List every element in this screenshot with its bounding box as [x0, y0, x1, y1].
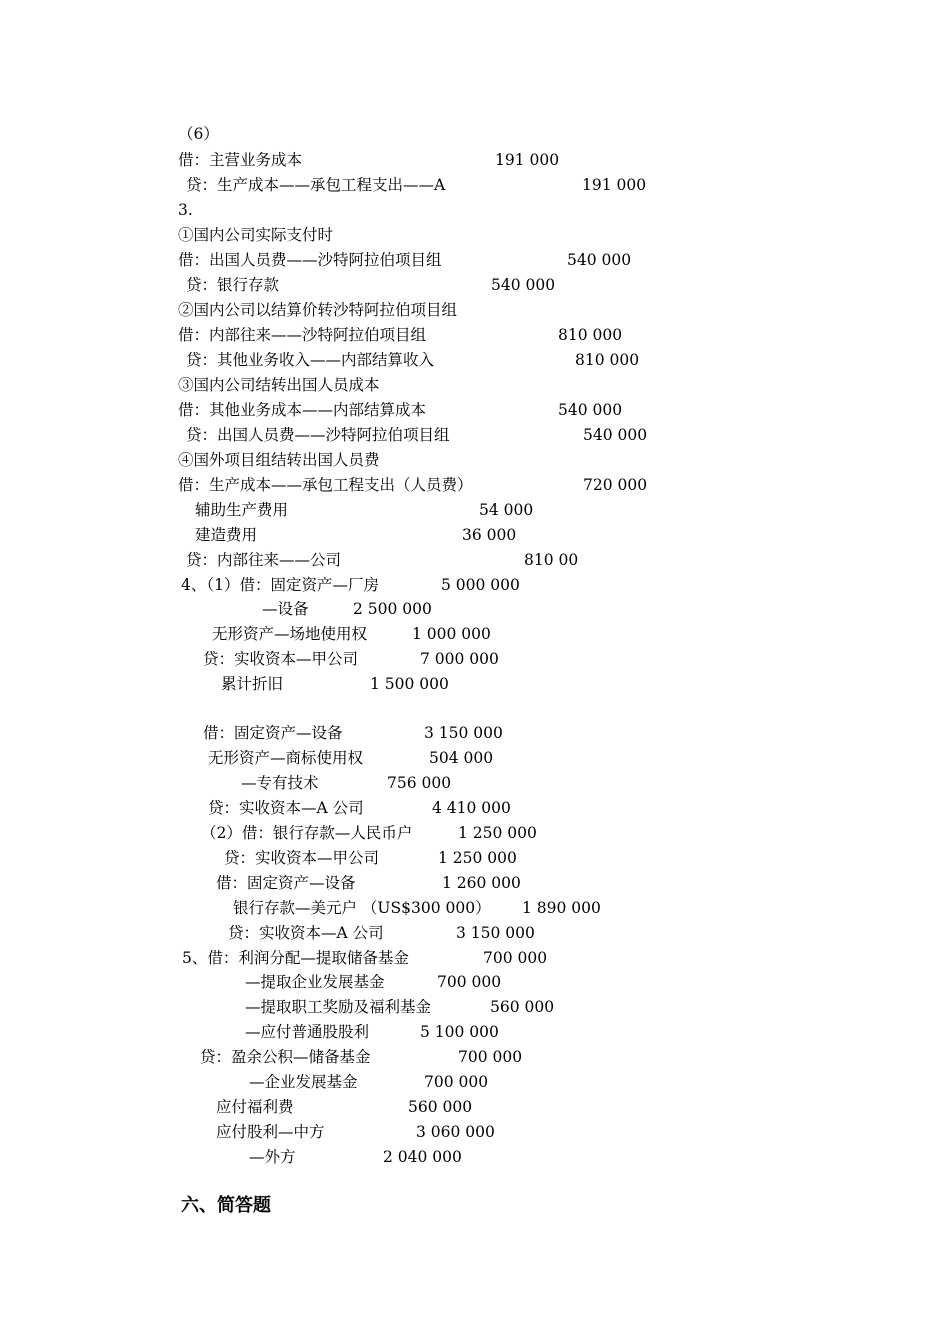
entry-amount: 4 410 000 — [432, 799, 511, 817]
entry-amount: 810 000 — [558, 326, 623, 344]
entry-amount: 756 000 — [387, 774, 452, 792]
entry-line: 累计折旧 — [221, 675, 284, 693]
entry-line: 银行存款—美元户 （US$300 000） — [233, 899, 491, 917]
entry-line: （2）借：银行存款—人民币户 — [201, 824, 413, 842]
entry-line: 借：生产成本——承包工程支出（人员费） — [178, 476, 473, 494]
entry-amount: 540 000 — [583, 426, 648, 444]
entry-line: —提取企业发展基金 — [245, 973, 385, 991]
entry-line: 贷：实收资本—A 公司 — [228, 924, 384, 942]
entry-line: ④国外项目组结转出国人员费 — [178, 451, 380, 469]
entry-amount: 540 000 — [491, 276, 556, 294]
entry-amount: 700 000 — [437, 973, 502, 991]
entry-amount: 5 100 000 — [420, 1023, 499, 1041]
entry-line: 贷：其他业务收入——内部结算收入 — [186, 351, 435, 369]
entry-line: 贷：实收资本—甲公司 — [203, 650, 359, 668]
entry-amount: 1 250 000 — [458, 824, 537, 842]
entry-amount: 191 000 — [582, 176, 647, 194]
entry-line: 贷：盈余公积—储备基金 — [200, 1048, 371, 1066]
entry-line: 贷：生产成本——承包工程支出——A — [186, 176, 446, 194]
entry-line: —专有技术 — [241, 774, 319, 792]
entry-line: —企业发展基金 — [249, 1073, 358, 1091]
entry-amount: 1 000 000 — [412, 625, 491, 643]
section-heading: 六、简答题 — [181, 1195, 271, 1216]
entry-amount: 504 000 — [429, 749, 494, 767]
entry-line: 借：固定资产—设备 — [216, 874, 356, 892]
entry-line: 借：主营业务成本 — [178, 151, 303, 169]
entry-line: 借：内部往来——沙特阿拉伯项目组 — [178, 326, 427, 344]
entry-line: 贷：出国人员费——沙特阿拉伯项目组 — [186, 426, 450, 444]
entry-amount: 1 890 000 — [522, 899, 601, 917]
entry-amount: 36 000 — [462, 526, 517, 544]
entry-amount: 1 250 000 — [438, 849, 517, 867]
entry-amount: 700 000 — [424, 1073, 489, 1091]
entry-line: —外方 — [249, 1148, 296, 1166]
entry-line: ①国内公司实际支付时 — [178, 226, 334, 244]
entry-line: 辅助生产费用 — [195, 501, 289, 519]
entry-line: 贷：内部往来——公司 — [186, 551, 342, 569]
entry-line: 无形资产—商标使用权 — [208, 749, 364, 767]
entry-line: —提取职工奖励及福利基金 — [245, 998, 432, 1016]
entry-line: 借：出国人员费——沙特阿拉伯项目组 — [178, 251, 442, 269]
entry-line: 3. — [178, 201, 193, 219]
entry-amount: 54 000 — [479, 501, 534, 519]
entry-line: 应付股利—中方 — [216, 1123, 325, 1141]
entry-amount: 540 000 — [558, 401, 623, 419]
entry-amount: 700 000 — [483, 949, 548, 967]
entry-line: 建造费用 — [195, 526, 258, 544]
entry-amount: 720 000 — [583, 476, 648, 494]
entry-line: 无形资产—场地使用权 — [212, 625, 368, 643]
entry-line: 应付福利费 — [216, 1098, 294, 1116]
entry-amount: 2 040 000 — [383, 1148, 462, 1166]
entry-amount: 1 500 000 — [370, 675, 449, 693]
entry-amount: 3 060 000 — [416, 1123, 495, 1141]
entry-amount: 560 000 — [490, 998, 555, 1016]
entry-line: ②国内公司以结算价转沙特阿拉伯项目组 — [178, 301, 458, 319]
entry-line: 贷：银行存款 — [186, 276, 280, 294]
entry-amount: 810 000 — [575, 351, 640, 369]
entry-line: ③国内公司结转出国人员成本 — [178, 376, 380, 394]
entry-line: （6） — [178, 125, 219, 143]
entry-line: 贷：实收资本—A 公司 — [208, 799, 364, 817]
entry-line: —应付普通股股利 — [245, 1023, 370, 1041]
entry-amount: 191 000 — [495, 151, 560, 169]
entry-amount: 5 000 000 — [441, 576, 520, 594]
entry-line: 5、借：利润分配—提取储备基金 — [182, 949, 409, 967]
entry-amount: 3 150 000 — [456, 924, 535, 942]
entry-amount: 810 00 — [524, 551, 579, 569]
entry-line: 4、（1）借：固定资产—厂房 — [181, 576, 379, 594]
entry-amount: 700 000 — [458, 1048, 523, 1066]
entry-line: 贷：实收资本—甲公司 — [224, 849, 380, 867]
entry-line: 借：固定资产—设备 — [203, 724, 343, 742]
entry-line: —设备 — [262, 600, 309, 618]
entry-amount: 3 150 000 — [424, 724, 503, 742]
entry-amount: 560 000 — [408, 1098, 473, 1116]
entry-amount: 1 260 000 — [442, 874, 521, 892]
entry-amount: 7 000 000 — [420, 650, 499, 668]
entry-amount: 540 000 — [567, 251, 632, 269]
entry-line: 借：其他业务成本——内部结算成本 — [178, 401, 427, 419]
entry-amount: 2 500 000 — [353, 600, 432, 618]
